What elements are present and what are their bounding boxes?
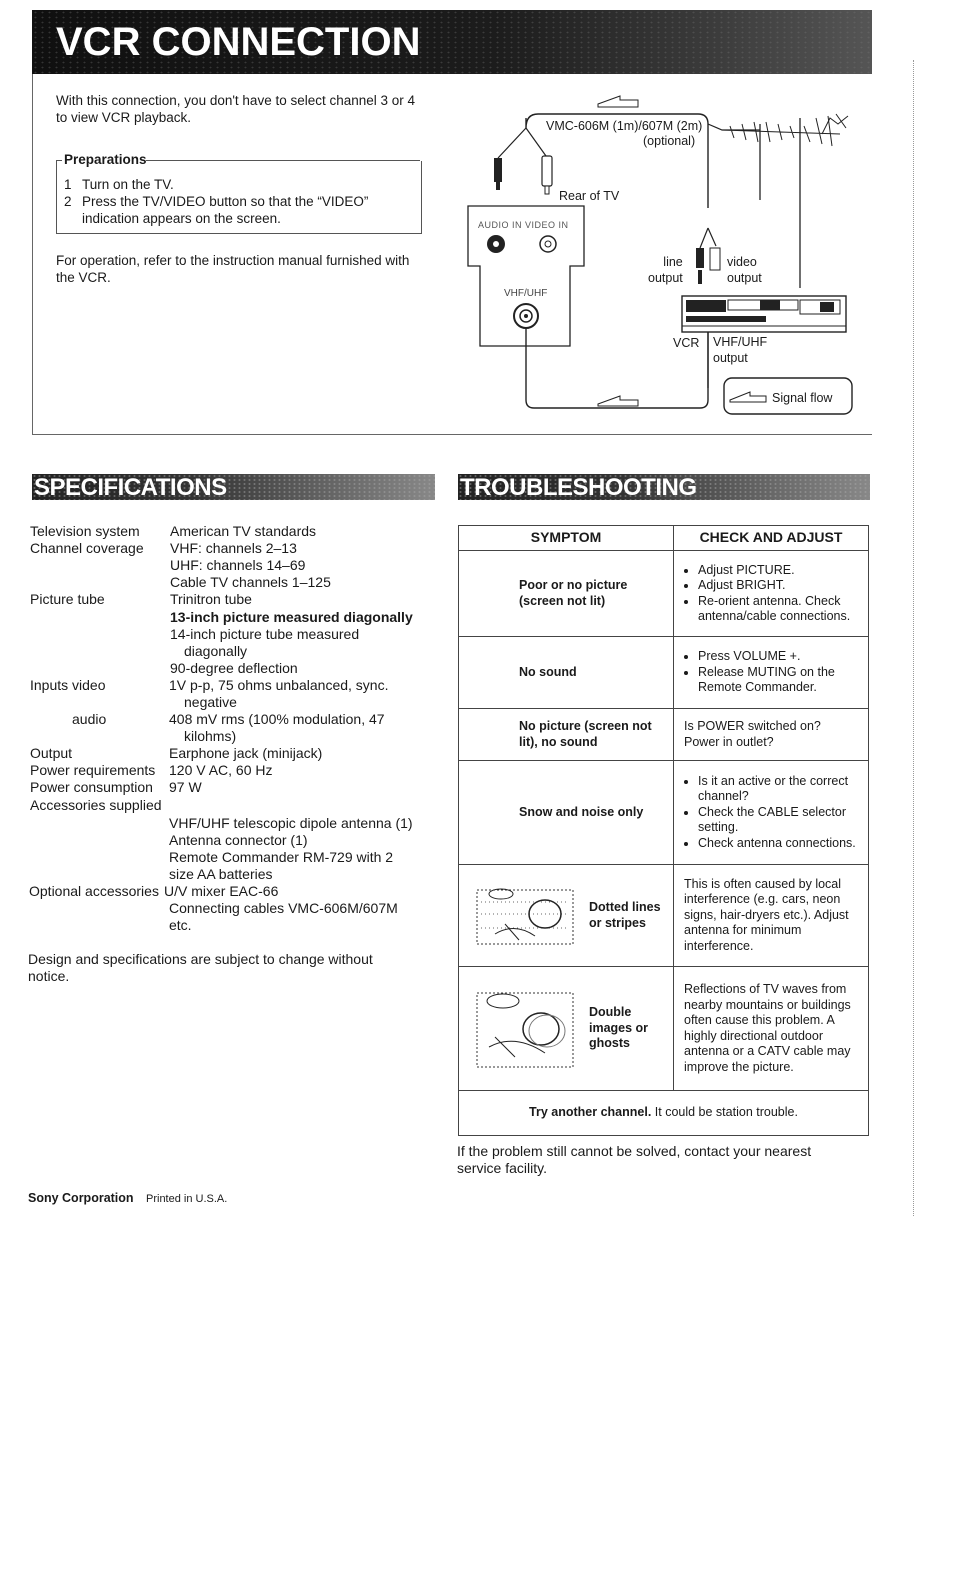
- cable-optional-label: (optional): [643, 134, 696, 148]
- ghost-images-picture-icon: [475, 987, 575, 1071]
- footer-text: It could be station trouble.: [651, 1105, 798, 1120]
- step-text: Turn on the TV.: [82, 177, 174, 192]
- spec-value: UHF: channels 14–69: [170, 557, 306, 573]
- table-header-row: [459, 526, 869, 551]
- table-row: [459, 551, 869, 637]
- spec-value: Cable TV channels 1–125: [170, 574, 331, 590]
- section-left-rule: [32, 74, 33, 435]
- spec-label: Optional accessories: [29, 883, 159, 899]
- check-item: • Is it an active or the correct channel?: [698, 774, 858, 805]
- spec-value: 90-degree deflection: [170, 660, 298, 676]
- spec-note: Design and specifications are subject to change without notice.: [28, 951, 373, 984]
- page-edge-rule: [913, 60, 914, 1216]
- step-number: 1: [64, 177, 72, 192]
- section-bottom-rule: [32, 434, 872, 435]
- symptom-cell: Poor or no picture (screen not lit): [459, 551, 674, 637]
- audio-plug-icon: [494, 158, 502, 190]
- video-plug-icon: [542, 156, 552, 194]
- contact-note: If the problem still cannot be solved, contact your nearest service facility.: [457, 1143, 812, 1176]
- symptom-cell: No sound: [459, 637, 674, 709]
- preparations-title: Preparations: [64, 152, 147, 167]
- vcr-icon: [682, 296, 846, 332]
- line-output-label: line output: [648, 255, 683, 285]
- spec-value: negative: [184, 694, 237, 710]
- rear-of-tv-label: Rear of TV: [559, 189, 620, 203]
- troubleshooting-heading-bar: [458, 474, 870, 500]
- check-item: • Re-orient antenna. Check antenna/cable connections.: [698, 594, 858, 625]
- cable-label: VMC-606M (1m)/607M (2m): [546, 119, 703, 133]
- video-output-plug-icon: [710, 248, 720, 270]
- company-name: Sony Corporation: [28, 1191, 134, 1205]
- printed-in: Printed in U.S.A.: [146, 1193, 228, 1205]
- spec-value: VHF: channels 2–13: [170, 540, 297, 556]
- table-row: [459, 967, 869, 1091]
- table-row: [459, 637, 869, 709]
- check-column-header: CHECK AND ADJUST: [674, 526, 869, 551]
- spec-value: etc.: [169, 917, 192, 933]
- step-text: Press the TV/VIDEO button so that the “VIDEO” indication appears on the screen.: [82, 194, 369, 226]
- spec-value: VHF/UHF telescopic dipole antenna (1): [169, 815, 413, 831]
- spec-label: Television system: [30, 523, 140, 539]
- spec-value: Remote Commander RM-729 with 2: [169, 849, 394, 865]
- spec-value: U/V mixer EAC-66: [164, 883, 279, 899]
- step-number: 2: [64, 194, 72, 209]
- table-row: [459, 709, 869, 761]
- spec-label: Inputs video: [30, 677, 106, 693]
- troubleshooting-heading: TROUBLESHOOTING: [460, 474, 697, 501]
- symptom-cell: [459, 967, 674, 1091]
- check-cell: [674, 761, 869, 865]
- table-footer-row: [459, 1091, 869, 1136]
- symptom-cell: Snow and noise only: [459, 761, 674, 865]
- vcr-vhf-output-label: VHF/UHF output: [713, 335, 768, 365]
- spec-value: size AA batteries: [169, 866, 273, 882]
- troubleshooting-table: [458, 525, 869, 1136]
- symptom-label: Double images or ghosts: [589, 1005, 649, 1051]
- vcr-label: VCR: [673, 336, 700, 350]
- spec-label: Channel coverage: [30, 540, 144, 556]
- page-title: VCR CONNECTION: [56, 20, 421, 64]
- specifications-heading-bar: [32, 474, 435, 500]
- spec-value: Connecting cables VMC-606M/607M: [169, 900, 398, 916]
- spec-label: Picture tube: [30, 591, 105, 607]
- symptom-cell: [459, 865, 674, 967]
- spec-value: 13-inch picture measured diagonally: [170, 609, 413, 625]
- spec-value: Trinitron tube: [170, 591, 252, 607]
- check-cell: This is often caused by local interference (e.g. cars, neon signs, hair-dryers etc.). Adjust antenna for minimum interference.: [674, 865, 869, 967]
- check-item: • Release MUTING on the Remote Commander.: [698, 665, 858, 696]
- spec-label: Power requirements: [30, 762, 156, 778]
- check-cell: Reflections of TV waves from nearby mountains or buildings often cause this problem. A highly directional outdoor antenna or a CATV cable may improve the picture.: [674, 967, 869, 1091]
- spec-value: 97 W: [169, 779, 202, 795]
- spec-value: 1V p-p, 75 ohms unbalanced, sync.: [169, 677, 389, 693]
- symptom-label: Dotted lines or stripes: [589, 900, 661, 930]
- spec-label: Output: [30, 745, 73, 761]
- check-item: • Check antenna connections.: [698, 836, 858, 852]
- tv-input-label: AUDIO IN VIDEO IN: [478, 220, 569, 230]
- spec-value: 408 mV rms (100% modulation, 47: [169, 711, 385, 727]
- check-item: • Check the CABLE selector setting.: [698, 805, 858, 836]
- symptom-column-header: SYMPTOM: [459, 526, 674, 551]
- spec-value: kilohms): [184, 728, 237, 744]
- check-item: • Adjust PICTURE.: [698, 563, 858, 579]
- spec-label: audio: [72, 711, 107, 727]
- line-output-plug-icon: [696, 248, 704, 268]
- dotted-lines-picture-icon: [475, 884, 575, 948]
- intro-text: With this connection, you don't have to select channel 3 or 4 to view VCR playback.: [56, 93, 416, 125]
- video-output-label: video output: [727, 255, 762, 285]
- check-item: • Adjust BRIGHT.: [698, 578, 858, 594]
- spec-value: American TV standards: [170, 523, 317, 539]
- spec-value: 120 V AC, 60 Hz: [169, 762, 273, 778]
- check-item: • Press VOLUME +.: [698, 649, 858, 665]
- spec-value: Earphone jack (minijack): [169, 745, 323, 761]
- spec-label: Accessories supplied: [30, 797, 162, 813]
- check-cell: [674, 551, 869, 637]
- check-cell: [674, 637, 869, 709]
- spec-value: 14-inch picture tube measured: [170, 626, 360, 642]
- footer-bold-text: Try another channel.: [529, 1105, 652, 1120]
- specifications-heading: SPECIFICATIONS: [34, 474, 227, 501]
- tv-vhf-label: VHF/UHF: [504, 288, 548, 299]
- table-row: [459, 865, 869, 967]
- check-cell: Is POWER switched on? Power in outlet?: [674, 709, 869, 761]
- spec-label: Power consumption: [30, 779, 153, 795]
- title-banner: [32, 10, 872, 74]
- table-row: [459, 761, 869, 865]
- spec-value: diagonally: [184, 643, 248, 659]
- spec-value: Antenna connector (1): [169, 832, 308, 848]
- operation-note: For operation, refer to the instruction manual furnished with the VCR.: [56, 253, 410, 285]
- signal-arrow-icon: [598, 96, 638, 107]
- signal-flow-label: Signal flow: [772, 391, 833, 405]
- symptom-cell: No picture (screen not lit), no sound: [459, 709, 674, 761]
